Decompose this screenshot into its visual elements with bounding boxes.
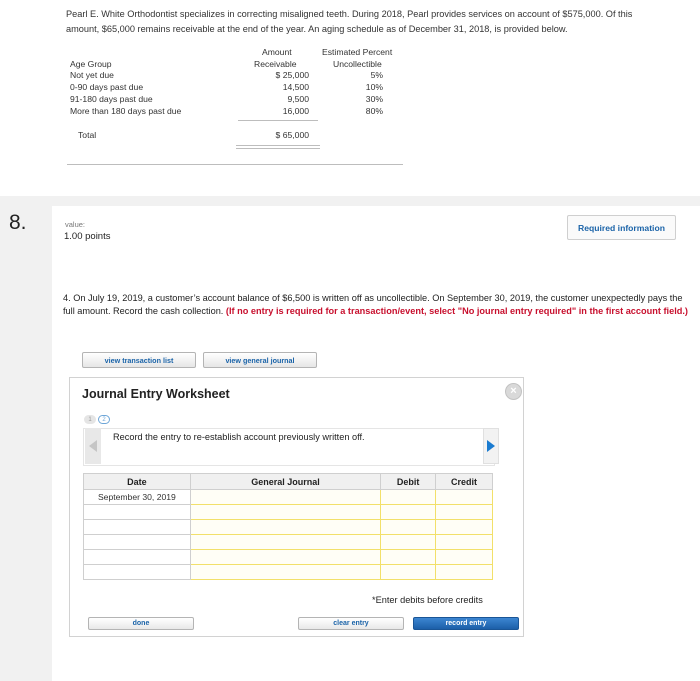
- points-value: 1.00 points: [64, 231, 111, 242]
- aging-row-group: 91-180 days past due: [70, 94, 153, 104]
- date-cell: [84, 565, 191, 580]
- schedule-bottom-rule: [67, 164, 403, 165]
- credit-input[interactable]: [436, 505, 493, 520]
- journal-header-row: [84, 474, 493, 490]
- aging-row-group: Not yet due: [70, 70, 114, 80]
- aging-row-amount: 9,500: [287, 94, 309, 104]
- account-input[interactable]: [190, 520, 380, 535]
- page-1-indicator[interactable]: 1: [84, 415, 96, 424]
- col-date: Date: [84, 474, 191, 490]
- credit-input[interactable]: [436, 550, 493, 565]
- journal-entry-worksheet: [69, 377, 524, 637]
- credit-input[interactable]: [436, 535, 493, 550]
- account-input[interactable]: [190, 505, 380, 520]
- debit-input[interactable]: [381, 550, 436, 565]
- age-group-label: Age Group: [70, 59, 112, 69]
- aging-row-pct: 10%: [365, 82, 383, 92]
- credit-input[interactable]: [436, 565, 493, 580]
- table-row: [84, 535, 493, 550]
- col-debit: Debit: [381, 474, 436, 490]
- credit-input[interactable]: [436, 490, 493, 505]
- problem-context: [0, 0, 700, 196]
- aging-row-amount: 16,000: [282, 106, 309, 116]
- table-row: [84, 490, 493, 505]
- table-row: [84, 565, 493, 580]
- account-input[interactable]: [190, 565, 380, 580]
- view-general-journal-button[interactable]: view general journal: [203, 352, 317, 368]
- problem-intro: [66, 7, 686, 37]
- done-button[interactable]: done: [88, 617, 194, 630]
- table-row: [84, 520, 493, 535]
- record-entry-button[interactable]: record entry: [413, 617, 519, 630]
- date-cell: [84, 505, 191, 520]
- aging-row-pct: 30%: [365, 94, 383, 104]
- intro-line-1: Pearl E. White Orthodontist specializes in correcting misaligned teeth. During 2018, Pearl provides services on account of $575,000. Of this: [66, 9, 633, 19]
- close-symbol: ×: [510, 385, 517, 397]
- intro-line-2: amount, $65,000 remains receivable at the end of the year. An aging schedule as of December 31, 2018, is provided below.: [66, 24, 568, 34]
- close-icon[interactable]: [505, 383, 522, 400]
- aging-row-amount: $ 25,000: [275, 70, 309, 80]
- worksheet-instruction: Record the entry to re-establish account previously written off.: [113, 432, 365, 442]
- debit-input[interactable]: [381, 505, 436, 520]
- header-amount-1: Amount: [262, 47, 292, 57]
- debit-input[interactable]: [381, 535, 436, 550]
- col-general-journal: General Journal: [190, 474, 380, 490]
- table-row: [84, 550, 493, 565]
- account-input[interactable]: [190, 535, 380, 550]
- col-credit: Credit: [436, 474, 493, 490]
- aging-row-amount: 14,500: [282, 82, 309, 92]
- aging-row-pct: 80%: [365, 106, 383, 116]
- page-2-indicator[interactable]: 2: [98, 415, 110, 424]
- journal-table: [83, 473, 493, 580]
- account-input[interactable]: [190, 490, 380, 505]
- total-double-rule: [236, 145, 320, 149]
- clear-entry-button[interactable]: clear entry: [298, 617, 404, 630]
- debit-input[interactable]: [381, 490, 436, 505]
- view-transaction-list-button[interactable]: view transaction list: [82, 352, 196, 368]
- chevron-right-icon[interactable]: [483, 428, 499, 464]
- subtotal-rule: [238, 120, 318, 121]
- aging-row-pct: 5%: [370, 70, 383, 80]
- total-label: Total: [78, 130, 97, 140]
- debits-before-credits-note: *Enter debits before credits: [372, 595, 483, 605]
- date-cell: [84, 550, 191, 565]
- worksheet-title: Journal Entry Worksheet: [82, 387, 230, 401]
- account-input[interactable]: [190, 550, 380, 565]
- required-information-button[interactable]: Required information: [567, 215, 676, 240]
- question-number: 8.: [9, 211, 27, 234]
- date-cell: September 30, 2019: [84, 490, 191, 505]
- question-text: [63, 292, 693, 317]
- table-row: [84, 505, 493, 520]
- debit-input[interactable]: [381, 520, 436, 535]
- total-amount: $ 65,000: [275, 130, 309, 140]
- value-label: value:: [65, 220, 86, 229]
- debit-input[interactable]: [381, 565, 436, 580]
- date-cell: [84, 535, 191, 550]
- question-body: 4. On July 19, 2019, a customer’s account balance of $6,500 is written off as uncollectible. On September 30, 2019, the customer unexpectedly pays the full amount. Record the cash collection.: [63, 293, 683, 316]
- credit-input[interactable]: [436, 520, 493, 535]
- header-pct-1: Estimated Percent: [322, 47, 393, 57]
- aging-row-group: 0-90 days past due: [70, 82, 144, 92]
- header-pct-2: Uncollectible: [333, 59, 382, 69]
- chevron-left-icon[interactable]: [85, 428, 101, 464]
- date-cell: [84, 520, 191, 535]
- aging-row-group: More than 180 days past due: [70, 106, 182, 116]
- header-amount-2: Receivable: [254, 59, 297, 69]
- question-instruction: (If no entry is required for a transaction/event, select "No journal entry required" in the first account field.): [225, 305, 688, 316]
